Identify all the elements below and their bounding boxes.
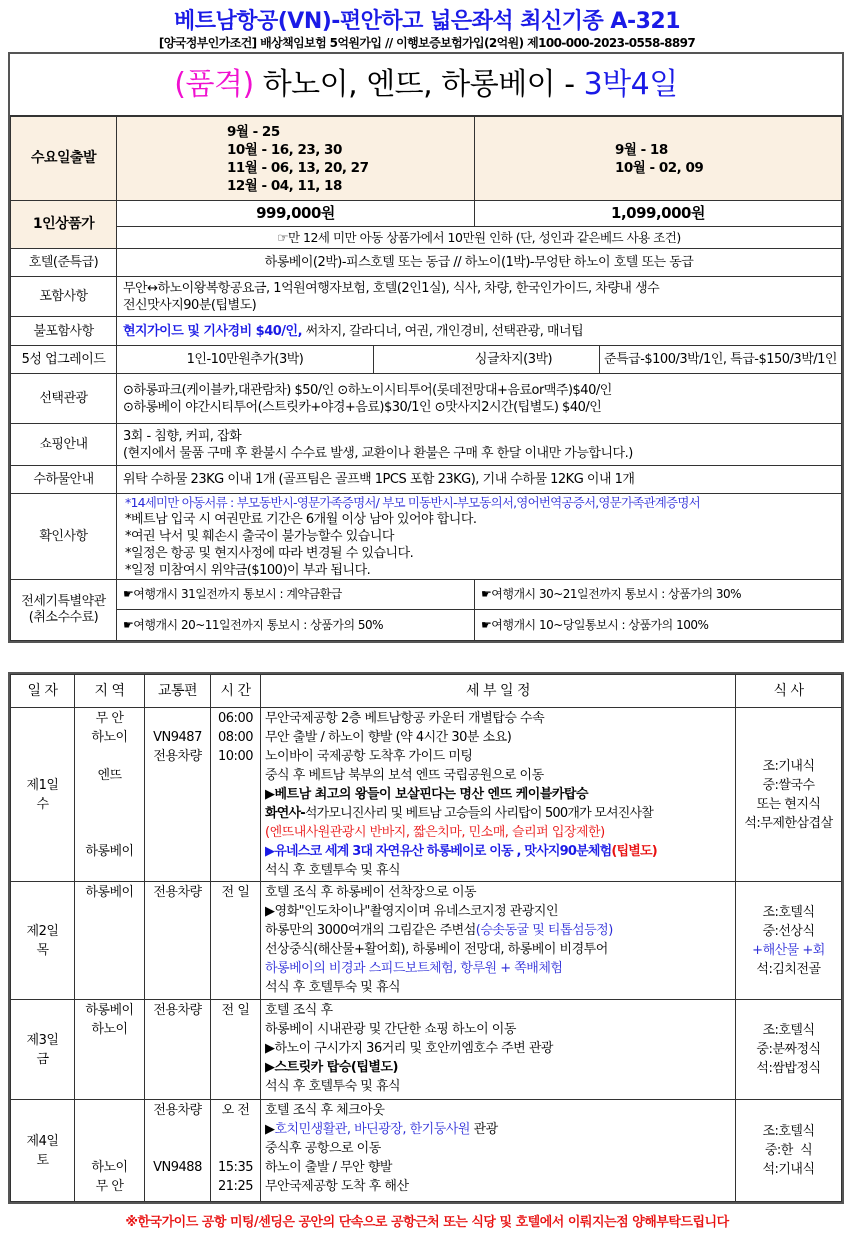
detail-line: 하롱베이의 비경과 스피드보트체험, 항루원 + 쪽배체험 [265, 961, 563, 976]
date-line: 9월 - 18 [615, 141, 668, 158]
day-number: 제2일 [26, 923, 59, 939]
meal: 중:한 식 [764, 1143, 813, 1158]
notice-line: *14세미만 아동서류 : 부모동반시-영문가족증명서/ 부모 미동반시-부모동의서,영어번역공증서,영문가족관계증명서 [125, 495, 700, 510]
time: 06:00 [218, 711, 253, 726]
product-title [10, 54, 842, 116]
included-line: 무안↔하노이왕복항공요금, 1억원여행자보험, 호텔(2인1실), 식사, 차량, 한국인가이드, 차량내 생수 [123, 280, 660, 296]
times: 전 일 [211, 882, 261, 1000]
shopping-value [117, 424, 842, 466]
departure-dates-a [117, 117, 475, 201]
cancel-item: ☛여행개시 10~당일통보시 : 상품가의 100% [475, 610, 842, 641]
single-charge-label: 싱글차지(3박) [374, 346, 600, 374]
times [211, 708, 261, 882]
meals [736, 882, 842, 1000]
region: 하노이 [91, 1160, 128, 1175]
excluded-value [117, 317, 842, 346]
detail-line: ▶하노이 구시가지 36거리 및 호안끼엠호수 주변 관광 [265, 1041, 553, 1056]
detail-line [265, 1120, 731, 1139]
meals [736, 1000, 842, 1100]
meal: 조:호텔식 [762, 1124, 815, 1139]
detail-line: 선상중식(해산물+활어회), 하롱베이 전망대, 하롱베이 비경투어 [265, 942, 608, 957]
detail-line [265, 842, 731, 861]
detail-line: 호텔 조식 후 [265, 1003, 333, 1018]
weekday: 수 [36, 796, 49, 812]
departure-row [11, 117, 842, 201]
temple-name: 화연사- [265, 806, 305, 821]
notice-line: *베트남 입국 시 여권만료 기간은 6개월 이상 남아 있어야 합니다. [125, 512, 477, 527]
itinerary-day-1 [11, 708, 842, 882]
meal: 중:쌀국수 [762, 777, 815, 793]
date-line: 12월 - 04, 11, 18 [227, 177, 342, 194]
product-duration: 3박4일 [583, 67, 678, 102]
col-day: 일 자 [11, 675, 75, 708]
included-line: 전신맛사지90분(팁별도) [123, 297, 257, 313]
guide-fee-highlight: 현지가이드 및 기사경비 $40/인, [123, 323, 303, 339]
detail-line: 무안 출발 / 하노이 향발 (약 4시간 30분 소요) [265, 730, 512, 745]
hotel-label: 호텔(준특급) [11, 249, 117, 277]
transport: 전용차량 [145, 882, 211, 1000]
weekday: 금 [36, 1051, 49, 1067]
meal: 또는 현지식 [756, 796, 821, 812]
meal: 석:기내식 [762, 1162, 815, 1177]
regions [75, 1100, 145, 1202]
itinerary-day-3 [11, 1000, 842, 1100]
halong-transfer: ▶유네스코 세계 3대 자연유산 하롱베이로 이동 , 맛사지90분체험 [265, 844, 612, 859]
product-info-box [8, 52, 844, 643]
price-a: 999,000원 [117, 201, 475, 227]
departure-dates-b [475, 117, 842, 201]
detail-line: 석식 후 호텔투숙 및 휴식 [265, 863, 401, 878]
detail-line: 무안국제공항 도착 후 해산 [265, 1179, 409, 1194]
shopping-label: 쇼핑안내 [11, 424, 117, 466]
date-line: 11월 - 06, 13, 20, 27 [227, 159, 369, 176]
notice-line: *일정은 항공 및 현지사정에 따라 변경될 수 있습니다. [125, 546, 414, 561]
day-label [11, 1100, 75, 1202]
detail-line: 석식 후 호텔투숙 및 휴식 [265, 980, 401, 995]
upgrade-label: 5성 업그레이드 [11, 346, 117, 374]
detail-line: 호텔 조식 후 하롱베이 선착장으로 이동 [265, 885, 477, 900]
time: 08:00 [218, 730, 253, 745]
region: 하롱베이 [85, 844, 134, 859]
detail-line: 노이바이 국제공항 도착후 가이드 미팅 [265, 749, 473, 764]
excluded-rest: 써차지, 갈라디너, 여권, 개인경비, 선택관광, 매너팁 [302, 323, 584, 339]
license-info: [양국정부인가조건] 배상책임보험 5억원가입 // 이행보증보험가입(2억원) 제100-000-2023-0558-8897 [158, 36, 696, 50]
meal: 중:선상식 [762, 923, 815, 939]
baggage-value: 위탁 수하물 23KG 이내 1개 (골프팀은 골프백 1PCS 포함 23KG), 기내 수하물 12KG 이내 1개 [117, 466, 842, 494]
product-name: 하노이, 엔뜨, 하롱베이 - [253, 67, 584, 102]
cancel-item: ☛여행개시 20~11일전까지 통보시 : 상품가의 50% [117, 610, 475, 641]
meals [736, 708, 842, 882]
cancel-label-line: (취소수수료) [28, 610, 99, 625]
detail-line: 하노이 출발 / 무안 향발 [265, 1160, 392, 1175]
tip-note: (팁별도) [611, 844, 657, 859]
transport: 전용차량 [145, 1000, 211, 1100]
detail-line: ▶스트릿카 탑승(팁별도) [265, 1060, 398, 1075]
day-number: 제4일 [26, 1133, 59, 1149]
baggage-row [11, 466, 842, 494]
region: 하노이 [91, 1022, 128, 1037]
transport [145, 1100, 211, 1202]
date-line: 10월 - 16, 23, 30 [227, 141, 342, 158]
region: 엔뜨 [97, 768, 122, 783]
bullet: ▶ [265, 1122, 275, 1137]
transport [145, 708, 211, 882]
meal: 석:무제한삼겹살 [744, 815, 833, 831]
details [261, 882, 736, 1000]
detail-text: 하롱만의 3000여개의 그림같은 주변섬 [265, 923, 476, 938]
time: 오 전 [221, 1103, 250, 1118]
day-label [11, 882, 75, 1000]
optional-tour-row [11, 374, 842, 424]
detail-highlight: (승솟동굴 및 티톱섬등정) [475, 923, 613, 938]
detail-line: 무안국제공항 2층 베트남항공 카운터 개별탑승 수속 [265, 711, 545, 726]
time: 21:25 [218, 1179, 253, 1194]
region: 무 안 [95, 1179, 124, 1194]
time: 10:00 [218, 749, 253, 764]
day-label [11, 1000, 75, 1100]
product-tag: (품격) [174, 67, 254, 102]
itinerary-day-2 [11, 882, 842, 1000]
notice-value [117, 494, 842, 580]
col-time: 시 간 [211, 675, 261, 708]
time: 15:35 [218, 1160, 253, 1175]
cancel-label [11, 580, 117, 641]
optional-tour-value [117, 374, 842, 424]
regions [75, 1000, 145, 1100]
vehicle: 전용차량 [153, 1103, 202, 1118]
day-number: 제1일 [26, 777, 59, 793]
times: 전 일 [211, 1000, 261, 1100]
cancel-label-line: 전세기특별약관 [21, 594, 106, 609]
hotel-row [11, 249, 842, 277]
excluded-row [11, 317, 842, 346]
times [211, 1100, 261, 1202]
itinerary-header [11, 675, 842, 708]
detail-line: ▶베트남 최고의 왕들이 보살핀다는 명산 엔뜨 케이블카탑승 [265, 787, 589, 802]
detail-line: 호텔 조식 후 체크아웃 [265, 1103, 385, 1118]
child-discount-note: ☞만 12세 미만 아동 상품가에서 10만원 인하 (단, 성인과 같은베드 사용 조건) [117, 227, 842, 249]
notice-line: *일정 미참여시 위약금($100)이 부과 됩니다. [125, 563, 371, 578]
itinerary-table [10, 674, 842, 1202]
info-table [10, 116, 842, 641]
flight-number: VN9487 [153, 730, 202, 745]
col-meal: 식 사 [736, 675, 842, 708]
departure-label: 수요일출발 [11, 117, 117, 201]
notice-line: *여권 낙서 및 훼손시 출국이 불가능할수 있습니다 [125, 529, 394, 544]
itinerary-day-4 [11, 1100, 842, 1202]
notice-label: 확인사항 [11, 494, 117, 580]
price-b: 1,099,000원 [475, 201, 842, 227]
cancel-row [11, 580, 842, 610]
weekday: 토 [36, 1152, 49, 1168]
detail-line: 중식후 공항으로 이동 [265, 1141, 381, 1156]
detail-line: (엔뜨내사원관광시 반바지, 짧은치마, 민소매, 슬리퍼 입장제한) [265, 825, 605, 840]
detail-line: 하롱베이 시내관광 및 간단한 쇼핑 하노이 이동 [265, 1022, 516, 1037]
optional-tour-line: ⊙하롱파크(케이블카,대관람차) $50/인 ⊙하노이시티투어(롯데전망대+음료or맥주)$40/인 [123, 382, 612, 398]
shopping-line: (현지에서 물품 구매 후 환불시 수수료 발생, 교환이나 환불은 구매 후 한달 이내만 가능합니다.) [123, 445, 633, 461]
detail-line: 석식 후 호텔투숙 및 휴식 [265, 1079, 401, 1094]
cancel-item: ☛여행개시 30~21일전까지 통보시 : 상품가의 30% [475, 580, 842, 610]
meal: 석:김치전골 [756, 961, 821, 977]
price-label: 1인상품가 [11, 201, 117, 249]
airline-headline: 베트남항공(VN)-편안하고 넓은좌석 최신기종 A-321 [173, 9, 681, 34]
upgrade-value: 1인-10만원추가(3박) [117, 346, 374, 374]
optional-tour-line: ⊙하롱베이 야간시티투어(스트릿카+야경+음료)$30/1인 ⊙맛사지2시간(팁별도) $40/인 [123, 399, 602, 415]
meal: 중:분짜정식 [756, 1042, 821, 1057]
region: 무 안 [95, 711, 124, 726]
detail-line [265, 804, 731, 823]
detail-line: ▶영화"인도차이나"촬영지이며 유네스코지정 관광지인 [265, 904, 558, 919]
date-line: 9월 - 25 [227, 123, 280, 140]
notice-row [11, 494, 842, 580]
shopping-line: 3회 - 침향, 커피, 잡화 [123, 428, 242, 444]
region: 하노이 [91, 730, 128, 745]
included-label: 포함사항 [11, 277, 117, 317]
excluded-label: 불포함사항 [11, 317, 117, 346]
col-detail: 세 부 일 정 [261, 675, 736, 708]
meal: 조:기내식 [762, 758, 815, 774]
details [261, 708, 736, 882]
regions: 하롱베이 [75, 882, 145, 1000]
col-transport: 교통편 [145, 675, 211, 708]
detail-text: 관광 [469, 1122, 498, 1137]
day-number: 제3일 [26, 1032, 59, 1048]
guide-meeting-notice: ※한국가이드 공항 미팅/센딩은 공안의 단속으로 공항근처 또는 식당 및 호텔에서 이뤄지는점 양해부탁드립니다 [125, 1215, 729, 1230]
regions [75, 708, 145, 882]
detail-line [265, 921, 731, 940]
shopping-row [11, 424, 842, 466]
vehicle: 전용차량 [153, 749, 202, 764]
detail-highlight: 호치민생활관, 바딘광장, 한기둥사원 [274, 1122, 470, 1137]
meals [736, 1100, 842, 1202]
col-region: 지 역 [75, 675, 145, 708]
included-value [117, 277, 842, 317]
date-line: 10월 - 02, 09 [615, 159, 704, 176]
hotel-value: 하롱베이(2박)-피스호텔 또는 동급 // 하노이(1박)-무엉탄 하노이 호텔 또는 동급 [117, 249, 842, 277]
cancel-item: ☛여행개시 31일전까지 통보시 : 계약금환급 [117, 580, 475, 610]
day-label [11, 708, 75, 882]
price-row [11, 201, 842, 227]
meal: 조:호텔식 [762, 904, 815, 920]
flight-number: VN9488 [153, 1160, 202, 1175]
baggage-label: 수하물안내 [11, 466, 117, 494]
single-charge-value: 준특급-$100/3박/1인, 특급-$150/3박/1인 [600, 346, 842, 374]
meal: +해산물 +회 [752, 942, 825, 958]
details [261, 1000, 736, 1100]
details [261, 1100, 736, 1202]
meal: 조:호텔식 [762, 1023, 815, 1038]
included-row [11, 277, 842, 317]
region: 하롱베이 [85, 1003, 134, 1018]
upgrade-row [11, 346, 842, 374]
weekday: 목 [36, 942, 49, 958]
temple-desc: 석가모니진사리 및 베트남 고승들의 사리탑이 500개가 모셔진사찰 [304, 806, 653, 821]
optional-tour-label: 선택관광 [11, 374, 117, 424]
meal: 석:쌈밥정식 [756, 1061, 821, 1076]
detail-line: 중식 후 베트남 북부의 보석 엔뜨 국립공원으로 이동 [265, 768, 544, 783]
itinerary-box [8, 672, 844, 1204]
